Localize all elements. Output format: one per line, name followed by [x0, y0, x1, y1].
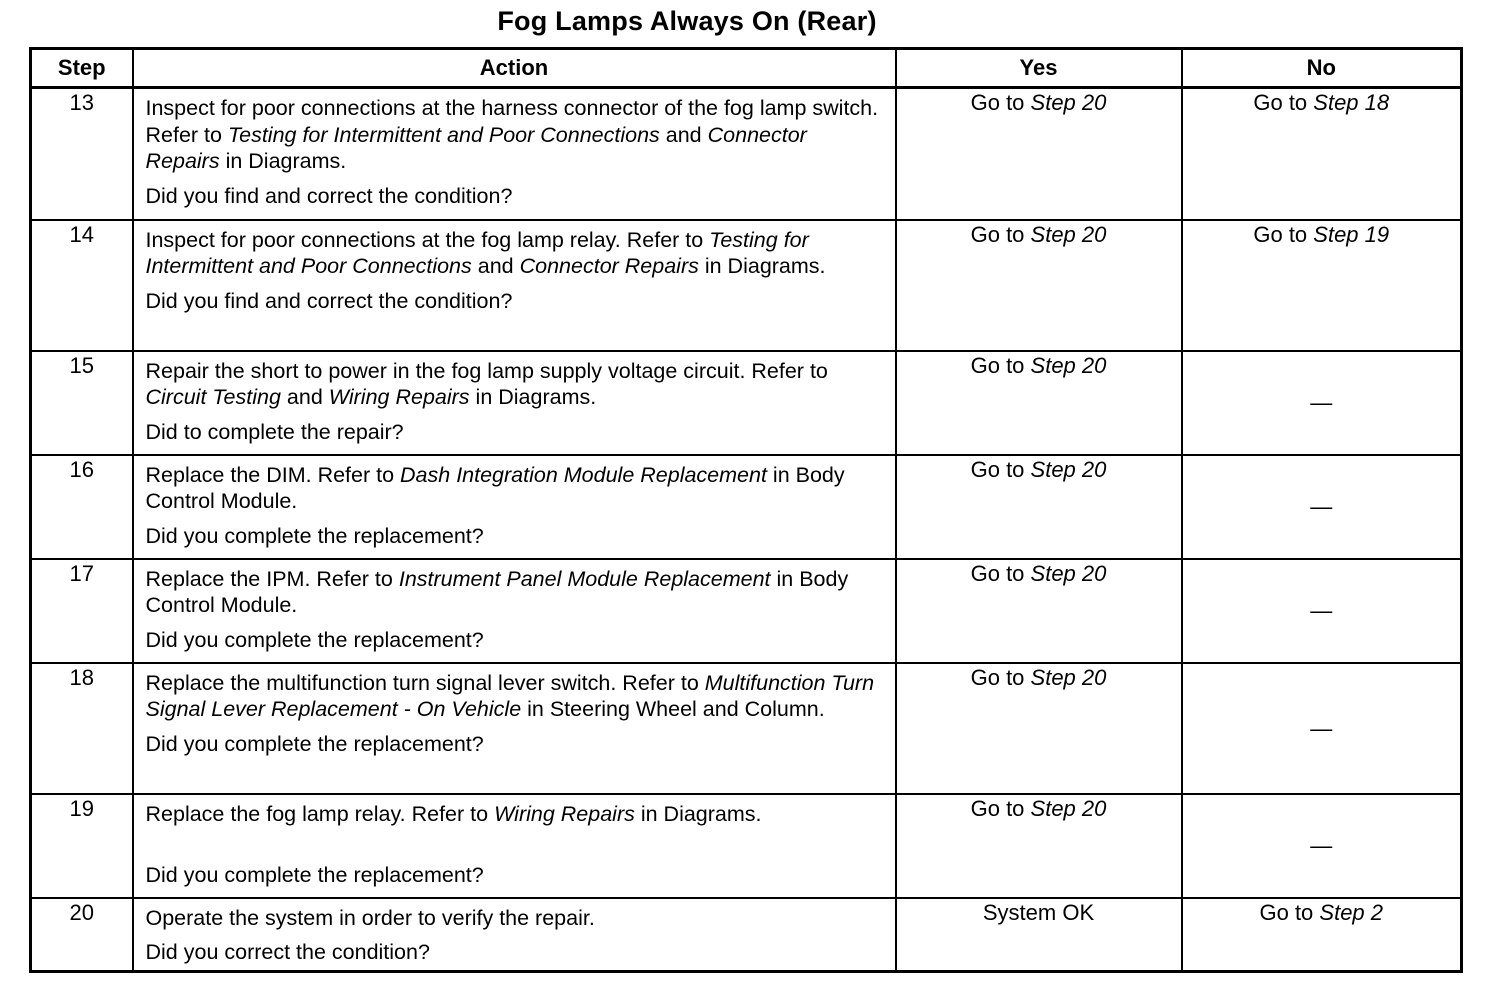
- table-row: [31, 794, 1462, 898]
- table-row: [31, 663, 1462, 794]
- action-instruction: [146, 670, 887, 723]
- table-row: [31, 88, 1462, 220]
- table-row: [31, 351, 1462, 455]
- instruction-text: in Body Control Module.: [145, 566, 849, 617]
- action-question: Did to complete the repair?: [145, 419, 404, 444]
- instruction-text: and: [280, 385, 329, 409]
- yes-result: [896, 351, 1182, 455]
- yes-result: [896, 663, 1182, 794]
- yes-step-reference: Step 20: [1030, 664, 1107, 690]
- table-row: [31, 220, 1462, 351]
- action-question: Did you find and correct the condition?: [145, 288, 513, 313]
- step-number: 16: [31, 455, 133, 559]
- no-result-text: —: [1310, 598, 1333, 623]
- no-result-text: —: [1310, 833, 1333, 858]
- action-cell: [133, 455, 896, 559]
- action-instruction: [146, 462, 887, 515]
- header-row: [31, 49, 1462, 88]
- action-question: Did you complete the replacement?: [145, 731, 484, 756]
- reference-text: Testing for Intermittent and Poor Connections: [227, 122, 660, 147]
- no-step-reference: Step 2: [1319, 899, 1384, 925]
- yes-result: [896, 794, 1182, 898]
- no-result: [1182, 351, 1462, 455]
- yes-step-reference: Step 20: [1030, 90, 1107, 115]
- action-question: Did you find and correct the condition?: [145, 183, 513, 208]
- step-number: 13: [31, 88, 133, 220]
- table-row: [31, 898, 1462, 972]
- action-instruction: [146, 227, 887, 280]
- no-result: [1182, 663, 1462, 794]
- yes-step-reference: Step 20: [1030, 560, 1107, 586]
- no-result: [1182, 220, 1462, 351]
- reference-text: Instrument Panel Module Replacement: [398, 566, 771, 591]
- action-question: Did you complete the replacement?: [145, 862, 484, 887]
- yes-result-text: Go to: [970, 352, 1031, 378]
- no-result-text: Go to: [1253, 90, 1314, 115]
- yes-step-reference: Step 20: [1030, 456, 1107, 482]
- instruction-text: Inspect for poor connections at the fog lamp relay. Refer to: [145, 227, 710, 252]
- action-instruction: [146, 566, 887, 619]
- action-instruction: [146, 95, 887, 175]
- action-question: Did you complete the replacement?: [145, 627, 484, 652]
- no-result: [1182, 455, 1462, 559]
- yes-result-text: Go to: [970, 456, 1031, 482]
- table-row: [31, 559, 1462, 663]
- instruction-text: Replace the multifunction turn signal lever switch. Refer to: [145, 670, 705, 695]
- header-yes: Yes: [896, 49, 1182, 88]
- yes-step-reference: Step 20: [1030, 352, 1107, 378]
- action-question: Did you complete the replacement?: [145, 523, 484, 548]
- reference-text: Connector Repairs: [145, 122, 807, 173]
- step-number: 20: [31, 898, 133, 972]
- reference-text: Connector Repairs: [519, 254, 699, 278]
- instruction-text: in Diagrams.: [219, 149, 347, 173]
- no-step-reference: Step 18: [1313, 90, 1390, 115]
- table-row: [31, 455, 1462, 559]
- page-title: Fog Lamps Always On (Rear): [497, 6, 877, 36]
- step-number: 19: [31, 794, 133, 898]
- action-cell: [133, 220, 896, 351]
- step-number: 14: [31, 220, 133, 351]
- instruction-text: and: [471, 254, 520, 278]
- table-body: [31, 88, 1462, 972]
- step-number: 18: [31, 663, 133, 794]
- action-cell: [133, 794, 896, 898]
- action-cell: [133, 663, 896, 794]
- yes-result-text: System OK: [982, 899, 1095, 925]
- diagnostic-table: [29, 47, 1463, 973]
- reference-text: Multifunction Turn Signal Lever Replacement - On Vehicle: [145, 670, 875, 721]
- instruction-text: in Steering Wheel and Column.: [521, 697, 825, 721]
- no-result-text: Go to: [1253, 221, 1314, 247]
- no-result-text: Go to: [1259, 899, 1320, 925]
- header-step: Step: [31, 49, 133, 88]
- no-result: [1182, 559, 1462, 663]
- action-cell: [133, 351, 896, 455]
- instruction-text: and: [659, 122, 708, 147]
- instruction-text: Replace the DIM. Refer to: [145, 462, 401, 487]
- reference-text: Circuit Testing: [145, 385, 281, 409]
- yes-result: [896, 898, 1182, 972]
- instruction-text: Replace the IPM. Refer to: [145, 566, 399, 591]
- yes-result-text: Go to: [970, 90, 1031, 115]
- action-cell: [133, 88, 896, 220]
- no-result: [1182, 898, 1462, 972]
- instruction-text: Operate the system in order to verify the repair.: [145, 905, 595, 930]
- instruction-text: Repair the short to power in the fog lamp supply voltage circuit. Refer to: [145, 358, 828, 383]
- action-question: Did you correct the condition?: [145, 940, 430, 964]
- header-action: Action: [133, 49, 896, 88]
- yes-step-reference: Step 20: [1030, 795, 1107, 821]
- action-instruction: [146, 801, 887, 854]
- yes-result-text: Go to: [970, 560, 1031, 586]
- no-result: [1182, 88, 1462, 220]
- yes-result: [896, 220, 1182, 351]
- reference-text: Wiring Repairs: [328, 385, 470, 409]
- no-result-text: —: [1310, 715, 1333, 741]
- no-step-reference: Step 19: [1313, 221, 1390, 247]
- header-no: No: [1182, 49, 1462, 88]
- yes-result: [896, 455, 1182, 559]
- no-result: [1182, 794, 1462, 898]
- no-result-text: —: [1310, 390, 1333, 415]
- instruction-text: Replace the fog lamp relay. Refer to: [145, 801, 495, 826]
- instruction-text: in Diagrams.: [698, 254, 826, 278]
- action-instruction: [146, 358, 887, 411]
- yes-result: [896, 559, 1182, 663]
- reference-text: Wiring Repairs: [494, 801, 635, 826]
- reference-text: Dash Integration Module Replacement: [400, 462, 767, 487]
- instruction-text: in Diagrams.: [469, 385, 597, 409]
- instruction-text: in Diagrams.: [634, 801, 762, 826]
- yes-result-text: Go to: [970, 221, 1031, 247]
- instruction-text: in Body Control Module.: [145, 462, 845, 513]
- yes-result-text: Go to: [970, 664, 1031, 690]
- yes-result: [896, 88, 1182, 220]
- yes-step-reference: Step 20: [1030, 221, 1107, 247]
- instruction-text: Inspect for poor connections at the harness connector of the fog lamp switch. Refer to: [145, 96, 879, 147]
- reference-text: Testing for Intermittent and Poor Connections: [145, 227, 809, 278]
- step-number: 17: [31, 559, 133, 663]
- action-instruction: [146, 905, 887, 932]
- no-result-text: —: [1310, 494, 1333, 519]
- step-number: 15: [31, 351, 133, 455]
- yes-result-text: Go to: [970, 795, 1031, 821]
- action-cell: [133, 898, 896, 972]
- action-cell: [133, 559, 896, 663]
